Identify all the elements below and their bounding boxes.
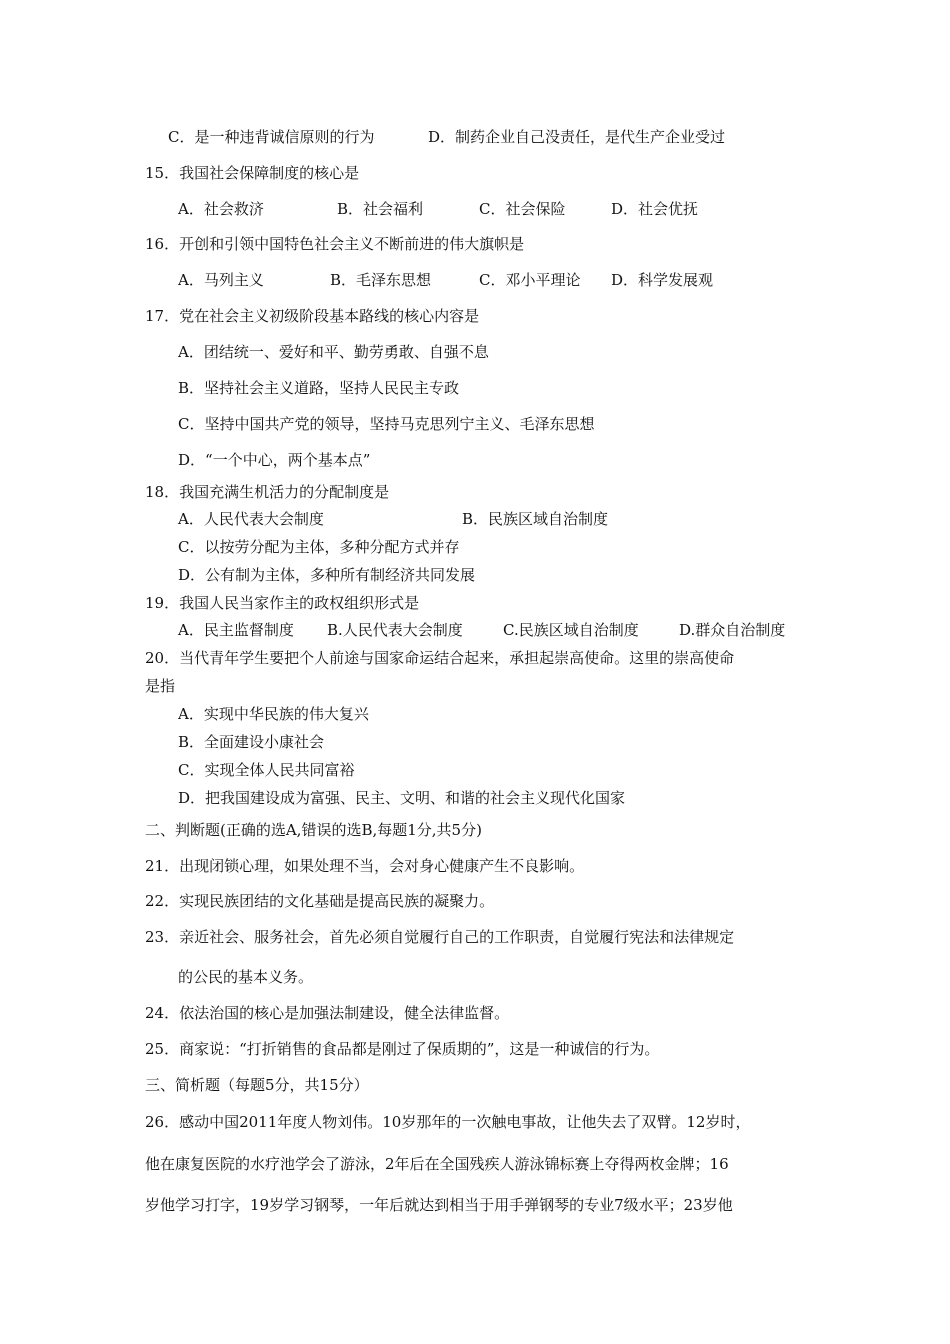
q26-line3: 岁他学习打字，19岁学习钢琴，一年后就达到相当于用手弹钢琴的专业7级水平；23岁他 [145,1196,733,1214]
q19-option-d: D.群众自治制度 [679,621,786,639]
q19-option-a: A．民主监督制度 [178,621,294,639]
q19-option-b: B.人民代表大会制度 [327,621,463,639]
q20-stem-line2: 是指 [145,677,176,695]
q17-option-a: A．团结统一、爱好和平、勤劳勇敢、自强不息 [178,343,489,361]
q16-stem: 16．开创和引领中国特色社会主义不断前进的伟大旗帜是 [145,235,525,253]
q15-option-d: D．社会优抚 [611,200,699,218]
q18-option-b: B．民族区域自治制度 [462,510,609,528]
q19-stem: 19．我国人民当家作主的政权组织形式是 [145,594,420,612]
q17-option-d: D．“一个中心，两个基本点” [178,451,371,469]
q20-option-a: A．实现中华民族的伟大复兴 [178,705,369,723]
section2-title: 二、判断题(正确的选A,错误的选B,每题1分,共5分) [145,821,482,839]
q15-option-b: B．社会福利 [337,200,424,218]
q26-line2: 他在康复医院的水疗池学会了游泳，2年后在全国残疾人游泳锦标赛上夺得两枚金牌；16 [145,1155,729,1173]
q15-stem: 15．我国社会保障制度的核心是 [145,164,360,182]
q18-option-a: A．人民代表大会制度 [178,510,324,528]
q20-option-b: B．全面建设小康社会 [178,733,325,751]
q24: 24．依法治国的核心是加强法制建设，健全法律监督。 [145,1004,510,1022]
q17-option-b: B．坚持社会主义道路，坚持人民民主专政 [178,379,460,397]
q18-option-c: C．以按劳分配为主体，多种分配方式并存 [178,538,460,556]
q15-option-a: A．社会救济 [178,200,264,218]
q19-option-c: C.民族区域自治制度 [503,621,639,639]
q14-option-c: C．是一种违背诚信原则的行为 [168,128,375,146]
q18-option-d: D．公有制为主体，多种所有制经济共同发展 [178,566,476,584]
q16-option-d: D．科学发展观 [611,271,714,289]
section3-title: 三、简析题（每题5分，共15分） [145,1076,369,1094]
q16-option-c: C．邓小平理论 [479,271,581,289]
q15-option-c: C．社会保险 [479,200,566,218]
q17-option-c: C．坚持中国共产党的领导，坚持马克思列宁主义、毛泽东思想 [178,415,595,433]
q26-line1: 26．感动中国2011年度人物刘伟。10岁那年的一次触电事故，让他失去了双臂。12岁时， [145,1113,751,1131]
q20-option-d: D．把我国建设成为富强、民主、文明、和谐的社会主义现代化国家 [178,789,626,807]
q16-option-b: B．毛泽东思想 [330,271,432,289]
q17-stem: 17．党在社会主义初级阶段基本路线的核心内容是 [145,307,480,325]
q21: 21．出现闭锁心理，如果处理不当，会对身心健康产生不良影响。 [145,857,585,875]
q25: 25．商家说：“打折销售的食品都是刚过了保质期的”，这是一种诚信的行为。 [145,1040,660,1058]
q20-option-c: C．实现全体人民共同富裕 [178,761,355,779]
q23-line2: 的公民的基本义务。 [178,968,314,986]
q22: 22．实现民族团结的文化基础是提高民族的凝聚力。 [145,892,495,910]
q23-line1: 23．亲近社会、服务社会，首先必须自觉履行自己的工作职责，自觉履行宪法和法律规定 [145,928,735,946]
q18-stem: 18．我国充满生机活力的分配制度是 [145,483,390,501]
q14-option-d: D．制药企业自己没责任，是代生产企业受过 [428,128,726,146]
q16-option-a: A．马列主义 [178,271,264,289]
q20-stem-line1: 20．当代青年学生要把个人前途与国家命运结合起来，承担起崇高使命。这里的崇高使命 [145,649,735,667]
